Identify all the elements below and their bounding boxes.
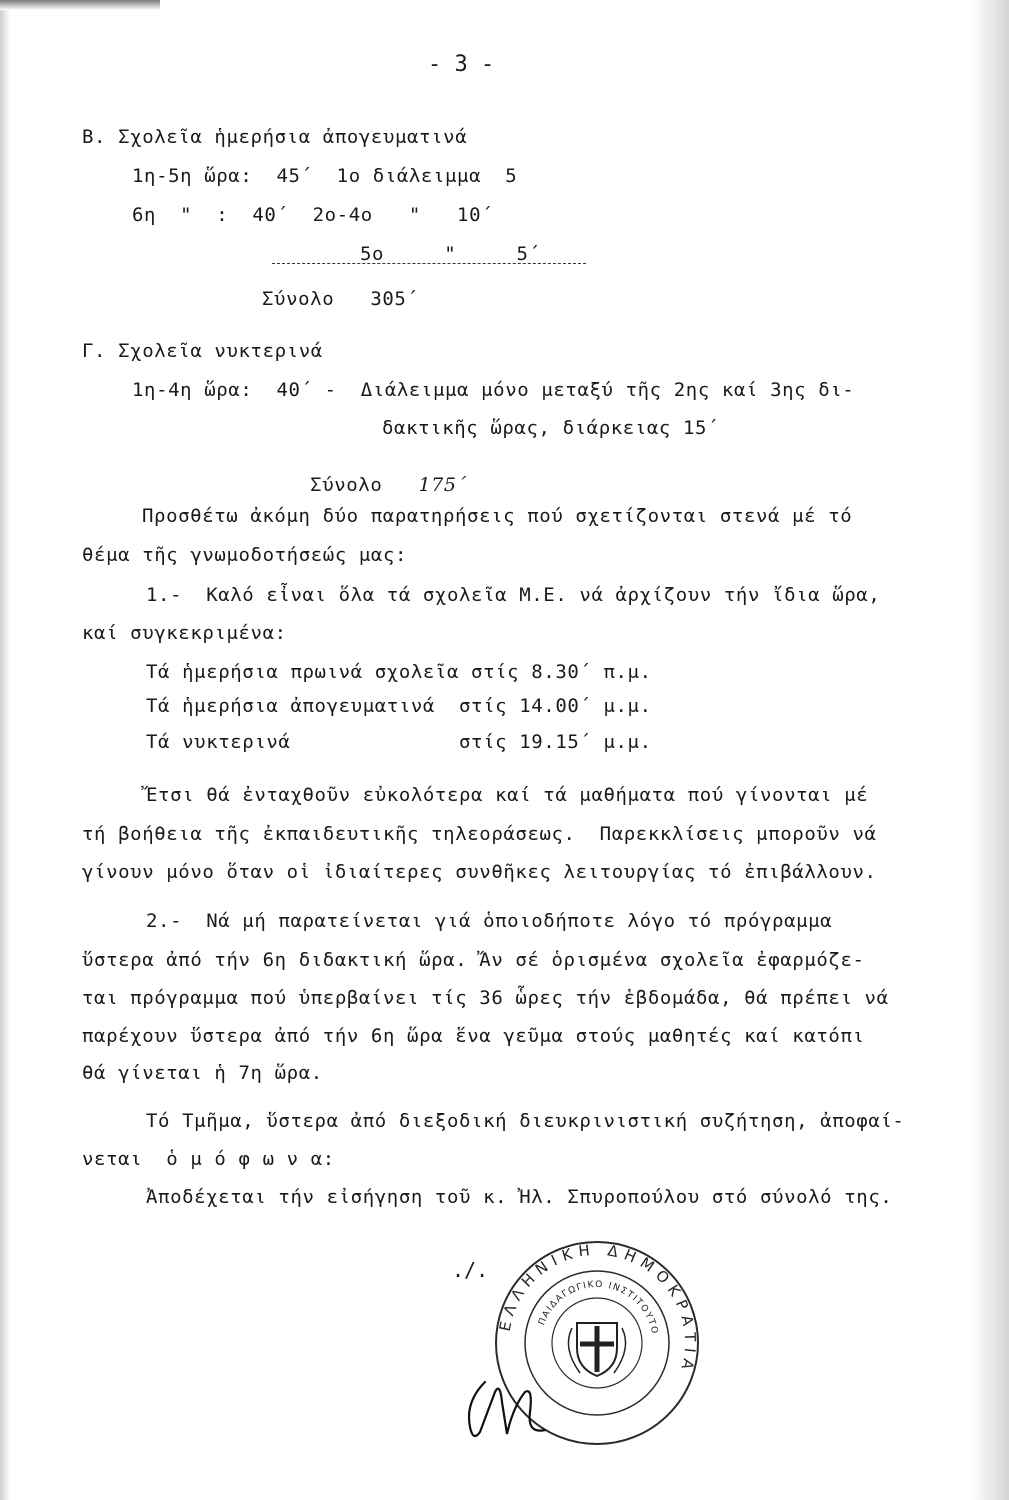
scan-edge-top [0,0,160,10]
paragraph-4-line-4: παρέχουν ὕστερα ἀπό τήν 6η ὥρα ἕνα γεῦμα στούς μαθητές καί κατόπι [82,1025,865,1047]
seal-outer-text: ΕΛΛΗΝΙΚΗ ΔΗΜΟΚΡΑΤΙΑ [495,1240,700,1378]
coat-of-arms-icon [568,1323,625,1376]
paragraph-3-line-2: τή βοήθεια τῆς ἐκπαιδευτικῆς τηλεοράσεως. Παρεκκλίσεις μποροῦν νά [82,823,877,845]
handwritten-signature [455,1372,565,1452]
paragraph-3-line-3: γίνουν μόνο ὅταν οἱ ἰδιαίτερες συνθῆκες λειτουργίας τό ἐπιβάλλουν. [82,861,877,883]
section-b-row-1: 1η-5η ὥρα: 45΄ 1ο διάλειμμα 5 [132,165,518,187]
paragraph-1-line-2: θέμα τῆς γνωμοδοτήσεώς μας: [82,544,408,566]
section-c-row-2: δακτικῆς ὥρας, διάρκειας 15΄ [382,417,720,439]
schedule-line-3: Τά νυκτερινά στίς 19.15΄ μ.μ. [146,731,652,753]
schedule-line-2: Τά ἡμερήσια ἀπογευματινά στίς 14.00΄ μ.μ. [146,695,652,717]
paragraph-4-line-2: ὕστερα ἀπό τήν 6η διδακτική ὥρα. Ἄν σέ ὁρισμένα σχολεῖα ἐφαρμόζε- [82,949,865,971]
section-b-heading: Β. Σχολεῖα ἡμερήσια ἀπογευματινά [82,126,468,148]
section-c-heading: Γ. Σχολεῖα νυκτερινά [82,340,323,362]
paragraph-2-line-2: καί συγκεκριμένα: [82,622,287,644]
section-c-total-label: Σύνολο [310,474,383,496]
section-b-row-3: 5ο " 5΄ [360,243,541,265]
paragraph-1-line-1: Προσθέτω ἀκόμη δύο παρατηρήσεις πού σχετίζονται στενά μέ τό [142,505,853,527]
scan-edge-left [0,0,10,1500]
section-b-total: Σύνολο 305΄ [262,288,419,310]
schedule-line-1: Τά ἡμερήσια πρωινά σχολεῖα στίς 8.30΄ π.μ. [146,661,652,683]
paragraph-4-line-1: 2.- Νά μή παρατείνεται γιά ὁποιοδήποτε λόγο τό πρόγραμμα [146,910,833,932]
paragraph-2-line-1: 1.- Καλό εἶναι ὅλα τά σχολεῖα Μ.Ε. νά ἀρχίζουν τήν ἴδια ὥρα, [146,584,881,606]
paragraph-5-line-2: νεται ὁ μ ό φ ω ν α: [82,1148,335,1170]
section-c-total-value: 175΄ [418,474,467,496]
section-b-row-2: 6η " : 40΄ 2ο-4ο " 10΄ [132,204,494,226]
section-c-row-1: 1η-4η ὥρα: 40΄ - Διάλειμμα μόνο μεταξύ τῆς 2ης καί 3ης δι- [132,379,855,401]
paragraph-4-line-5: θά γίνεται ἡ 7η ὥρα. [82,1062,323,1084]
paragraph-6: Ἀποδέχεται τήν εἰσήγηση τοῦ κ. Ἠλ. Σπυροπούλου στό σύνολό της. [146,1186,893,1208]
scan-edge-right [971,0,1009,1500]
paragraph-3-line-1: Ἔτσι θά ἐνταχθοῦν εὐκολότερα καί τά μαθήματα πού γίνονται μέ [146,784,869,806]
paragraph-5-line-1: Τό Τμῆμα, ὕστερα ἀπό διεξοδική διευκρινιστική συζήτηση, ἀποφαί- [146,1110,905,1132]
section-b-underline [272,263,586,264]
end-mark: ./. [452,1258,489,1282]
seal-inner-text: ΠΑΙΔΑΓΩΓΙΚΟ ΙΝΣΤΙΤΟΥΤΟ [537,1279,660,1336]
paragraph-4-line-3: ται πρόγραμμα πού ὑπερβαίνει τίς 36 ὧρες τήν ἑβδομάδα, θά πρέπει νά [82,987,889,1009]
page-number: - 3 - [428,52,495,77]
